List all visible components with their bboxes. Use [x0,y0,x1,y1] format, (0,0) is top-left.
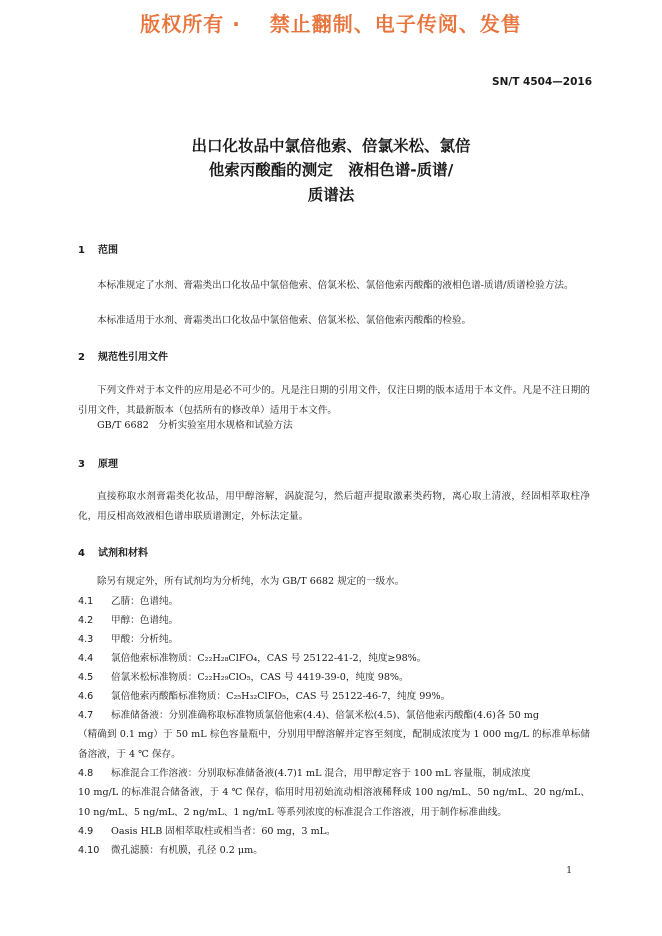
document-title-line-3: 质谱法 [307,186,355,204]
section-1-paragraph-1: 本标准规定了水剂、膏霜类出口化妆品中氯倍他索、倍氯米松、氯倍他索丙酸酯的液相色谱-质谱/质谱检验方法。 [97,280,574,291]
section-3-paragraph-1: 直接称取水剂膏霜类化妆品，用甲醇溶解，涡旋混匀，然后超声提取激素类药物，离心取上清液，经固相萃取柱净化，用反相高效液相色谱串联质谱测定，外标法定量。 [78,491,590,522]
item-text: 倍氯米松标准物质：C₂₂H₂₉ClO₅，CAS 号 4419-39-0，纯度 98%。 [111,672,409,683]
item-text: 甲醇：色谱纯。 [111,615,179,626]
section-3-heading [78,455,118,470]
section-number: 4 [78,548,85,559]
section-title: 原理 [98,459,118,470]
item-text: 氯倍他索丙酸酯标准物质：C₂₅H₃₂ClFO₅，CAS 号 25122-46-7，纯度 99%。 [111,691,451,702]
section-1-paragraph-2: 本标准适用于水剂、膏霜类出口化妆品中氯倍他索、倍氯米松、氯倍他索丙酸酯的检验。 [97,315,472,326]
item-number: 4.5 [78,672,94,683]
section-number: 2 [78,352,85,363]
item-number: 4.7 [78,710,94,721]
list-item [78,706,593,726]
item-number: 4.1 [78,596,94,607]
item-number: 4.2 [78,615,94,626]
list-item [78,649,593,669]
normative-reference: GB/T 6682 分析实验室用水规格和试验方法 [97,420,293,431]
list-item [78,687,593,707]
list-item [78,630,593,650]
section-number: 3 [78,459,85,470]
watermark: 版权所有 · 禁止翻制、电子传阅、发售 [140,12,522,36]
list-item [78,841,593,861]
section-title: 规范性引用文件 [98,352,168,363]
item-number: 4.10 [78,845,100,856]
document-title-line-2: 他索丙酸酯的测定 液相色谱-质谱/ [208,161,454,179]
section-1-heading [78,241,118,256]
item-text: Oasis HLB 固相萃取柱或相当者：60 mg，3 mL。 [111,826,336,837]
item-number: 4.4 [78,653,94,664]
item-text: 标准混合工作溶液：分别取标准储备液(4.7)1 mL 混合，用甲醇定容于 100 mL 容量瓶，制成浓度 [111,768,531,779]
list-item-continuation: （精确到 0.1 mg）于 50 mL 棕色容量瓶中，分别用甲醇溶解并定容至刻度，配制成浓度为 1 000 mg/L 的标准单标储备溶液，于 4 ℃ 保存。 [78,729,590,760]
section-4-heading [78,544,148,559]
item-number: 4.3 [78,634,94,645]
item-text: 甲酸：分析纯。 [111,634,179,645]
list-item [78,822,593,842]
item-text: 标准储备液：分别准确称取标准物质氯倍他索(4.4)、倍氯米松(4.5)、氯倍他索丙酸酯(4.6)各 50 mg [111,710,539,721]
list-item [78,611,593,631]
item-text: 乙腈：色谱纯。 [111,596,179,607]
document-title-line-1: 出口化妆品中氯倍他索、倍氯米松、氯倍 [191,137,471,155]
document-number: SN/T 4504—2016 [492,76,592,88]
list-item-continuation: 10 mg/L 的标准混合储备液，于 4 ℃ 保存，临用时用初始流动相溶液稀释成 100 ng/mL、50 ng/mL、20 ng/mL、10 ng/mL、5 ng/mL、2 ng/mL、1 ng/mL 等系列浓度的标准混合工作溶液，用于制作标准曲线。 [78,787,590,818]
section-4-intro: 除另有规定外，所有试剂均为分析纯，水为 GB/T 6682 规定的一级水。 [97,576,405,587]
item-text: 微孔滤膜：有机膜，孔径 0.2 μm。 [111,845,263,856]
item-number: 4.6 [78,691,94,702]
section-2-paragraph-1: 下列文件对于本文件的应用是必不可少的。凡是注日期的引用文件，仅注日期的版本适用于本文件。凡是不注日期的引用文件，其最新版本（包括所有的修改单）适用于本文件。 [78,385,590,416]
item-number: 4.9 [78,826,94,837]
section-title: 范围 [98,245,118,256]
list-item [78,592,593,612]
item-text: 氯倍他索标准物质：C₂₂H₂₈ClFO₄，CAS 号 25122-41-2，纯度≥98%。 [111,653,427,664]
section-title: 试剂和材料 [98,548,148,559]
list-item [78,668,593,688]
list-item [78,764,593,784]
section-number: 1 [78,245,85,256]
section-2-heading [78,348,168,363]
page-number: 1 [566,866,572,876]
item-number: 4.8 [78,768,94,779]
